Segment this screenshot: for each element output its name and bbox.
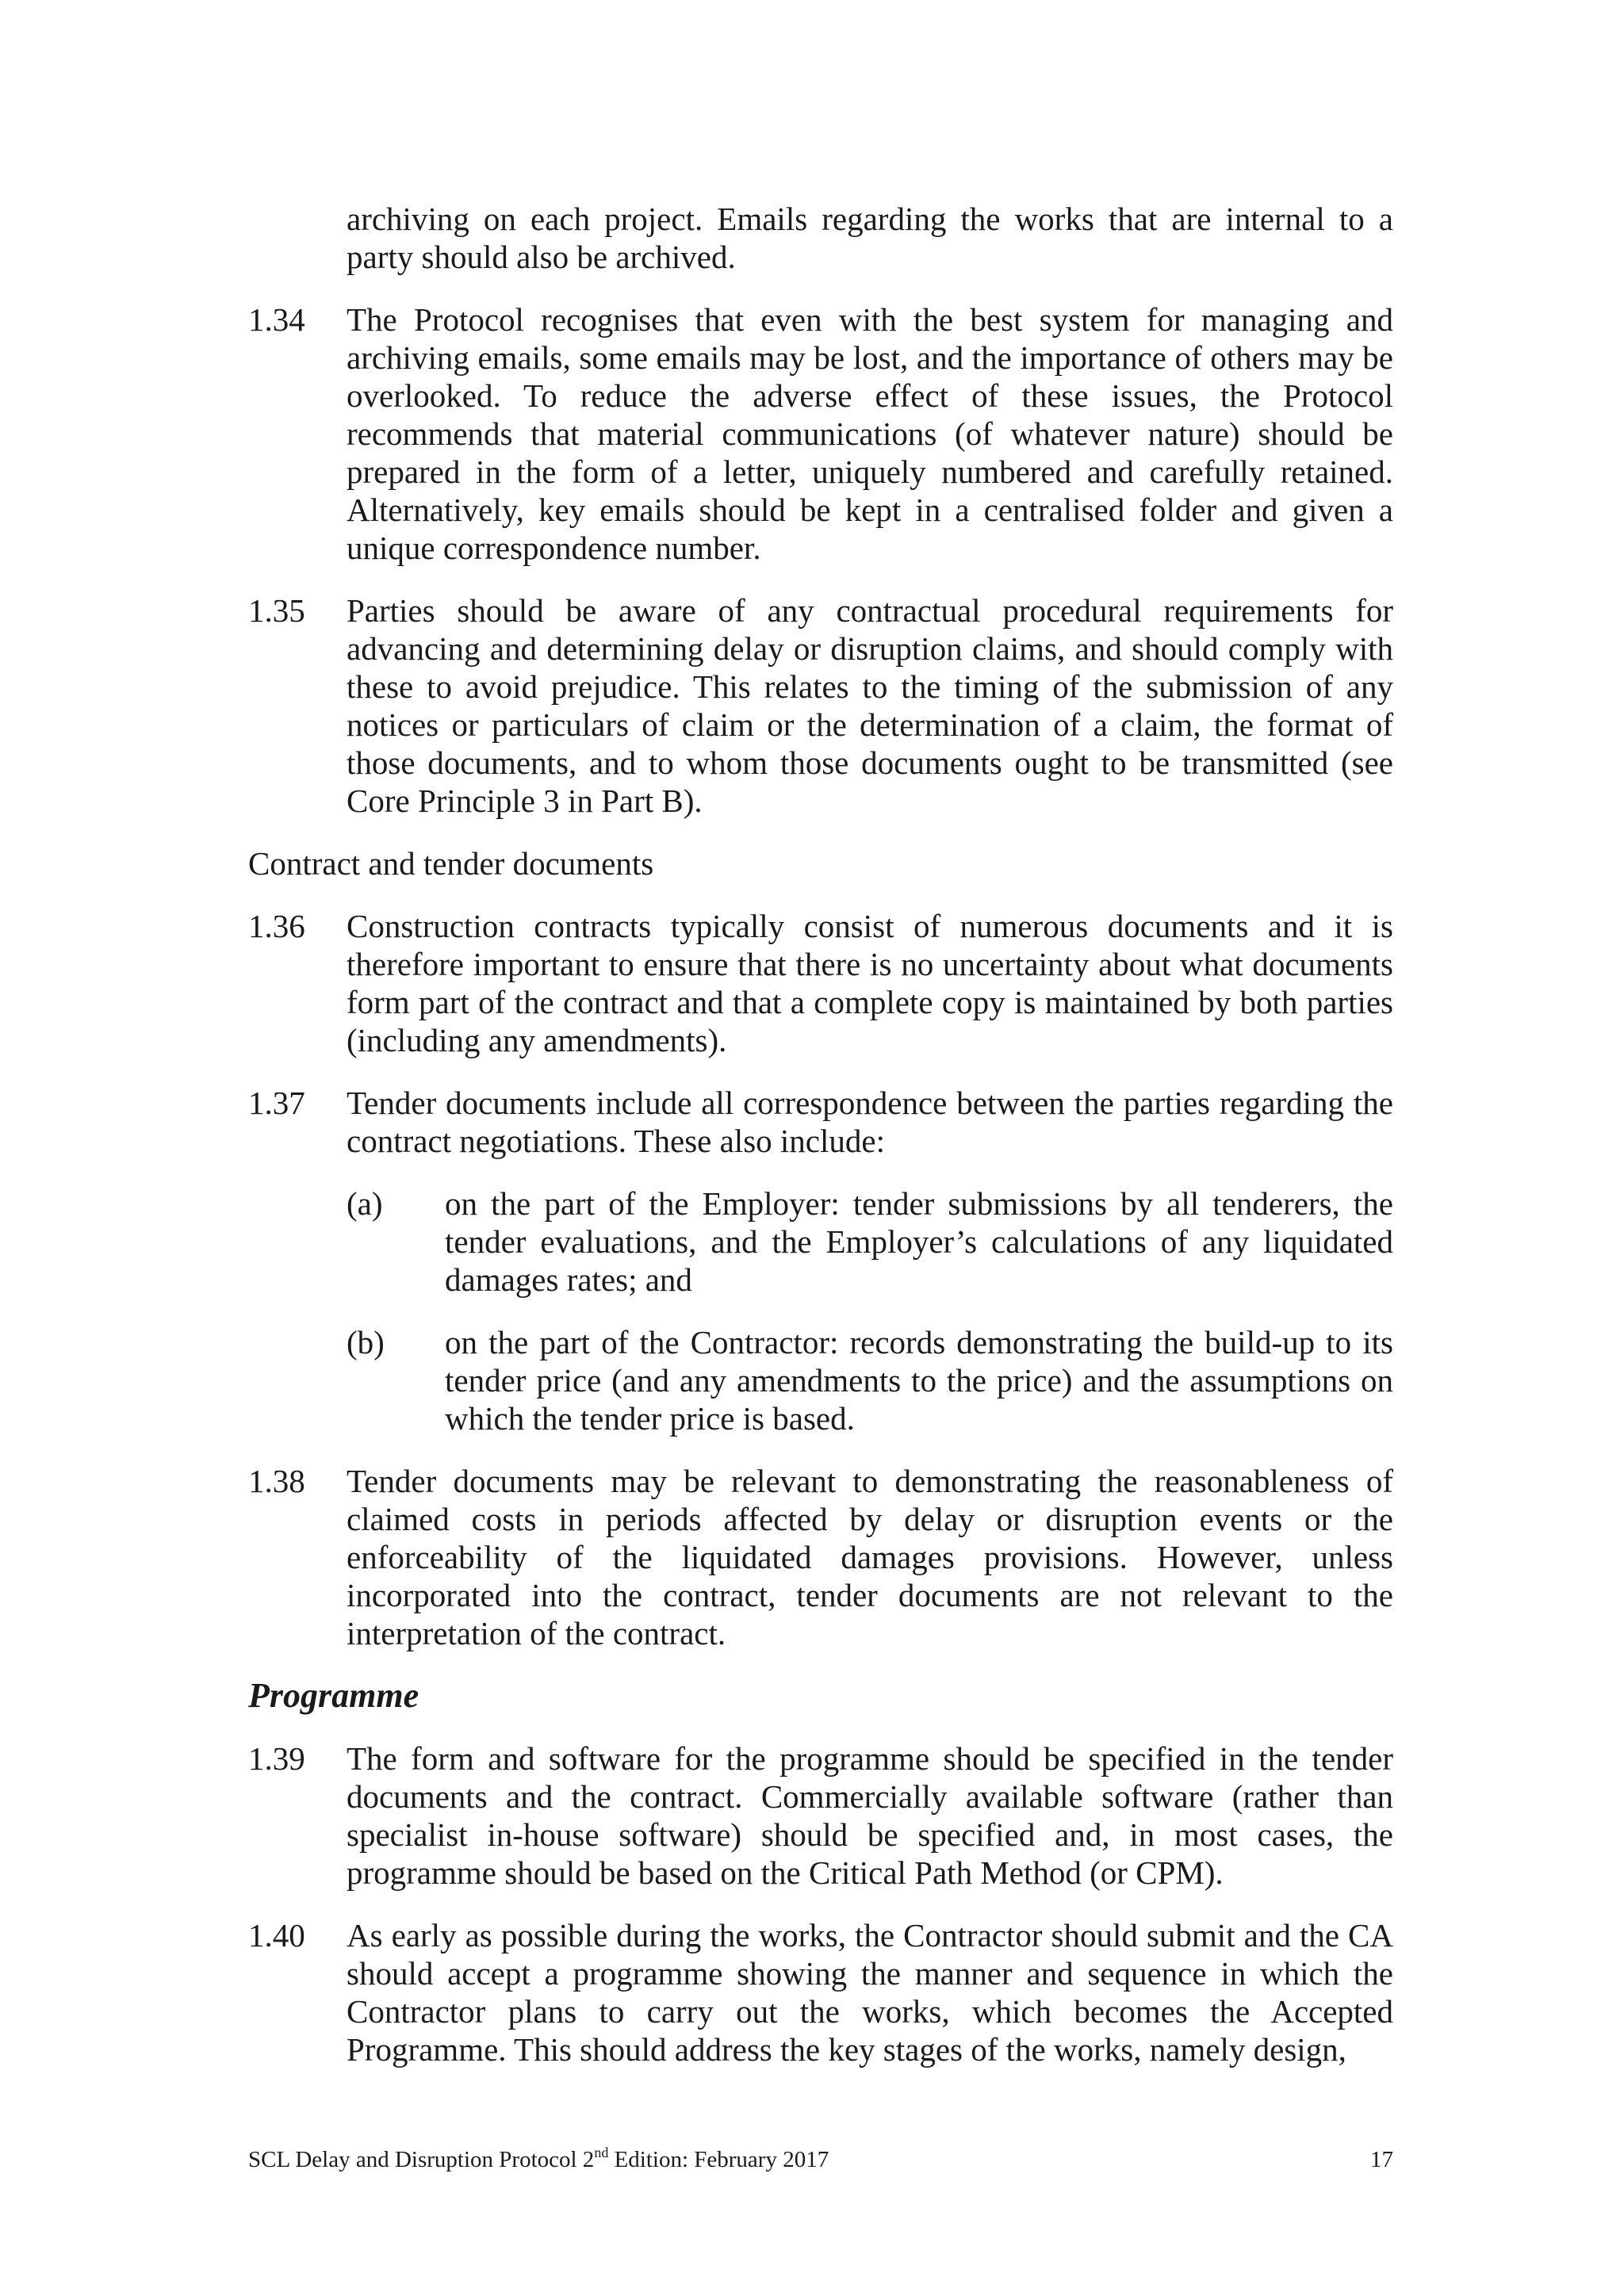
section-heading-contract-tender: Contract and tender documents	[248, 845, 654, 882]
paragraph-text: Tender documents may be relevant to demonstrating the reasonableness of claimed costs in periods affected by delay or disruption events or the enforceability of the liquidated damages provisions. However, unless incorporated into the contract, tender documents are not relevant to the interpretation of the contract.	[347, 1463, 1393, 1651]
section-heading-programme: Programme	[248, 1676, 419, 1715]
list-item-text: on the part of the Contractor: records demonstrating the build-up to its tender price (and any amendments to the price) and the assumptions on which the tender price is based.	[445, 1324, 1393, 1437]
document-body	[248, 200, 1393, 2068]
paragraph-1-37	[248, 1084, 1393, 1160]
paragraph-text: Construction contracts typically consist of numerous documents and it is therefore important to ensure that there is no uncertainty about what documents form part of the contract and that a complete copy is maintained by both parties (including any amendments).	[347, 908, 1393, 1058]
paragraph-text: As early as possible during the works, the Contractor should submit and the CA should accept a programme showing the manner and sequence in which the Contractor plans to carry out the works, which becomes the Accepted Programme. This should address the key stages of the works, namely design,	[347, 1917, 1393, 2068]
footer-title	[248, 2145, 829, 2174]
paragraph-number: 1.34	[248, 301, 305, 338]
page-footer	[248, 2145, 1393, 2174]
paragraph-text: Tender documents include all correspondence between the parties regarding the contract negotiations. These also include:	[347, 1085, 1393, 1159]
page-number: 17	[1370, 2147, 1393, 2172]
paragraph-text: The form and software for the programme should be specified in the tender documents and the contract. Commercially available software (rather than specialist in-house software) should be specified and, in most cases, the programme should be based on the Critical Path Method (or CPM).	[347, 1740, 1393, 1891]
paragraph-1-35	[248, 591, 1393, 820]
list-item-text: on the part of the Employer: tender submissions by all tenderers, the tender evaluations, and the Employer’s calculations of any liquidated damages rates; and	[445, 1185, 1393, 1298]
paragraph-text: The Protocol recognises that even with the best system for managing and archiving emails, some emails may be lost, and the importance of others may be overlooked. To reduce the adverse effect of these issues, the Protocol recommends that material communications (of whatever nature) should be prepared in the form of a letter, uniquely numbered and carefully retained. Alternatively, key emails should be kept in a centralised folder and given a unique correspondence number.	[347, 301, 1393, 566]
list-item-letter: (b)	[347, 1324, 385, 1360]
footer-title-superscript: nd	[594, 2145, 609, 2160]
list-item-b	[347, 1323, 1393, 1437]
paragraph-number: 1.40	[248, 1917, 305, 1954]
paragraph-number: 1.39	[248, 1740, 305, 1777]
paragraph-text: Parties should be aware of any contractual procedural requirements for advancing and determining delay or disruption claims, and should comply with these to avoid prejudice. This relates to the timing of the submission of any notices or particulars of claim or the determination of a claim, the format of those documents, and to whom those documents ought to be transmitted (see Core Principle 3 in Part B).	[347, 592, 1393, 819]
list-item-a	[347, 1184, 1393, 1299]
paragraph-1-38	[248, 1462, 1393, 1652]
list-item-letter: (a)	[347, 1185, 383, 1222]
paragraph-1-39	[248, 1739, 1393, 1892]
footer-title-main: SCL Delay and Disruption Protocol 2	[248, 2147, 595, 2172]
paragraph-number: 1.37	[248, 1085, 305, 1121]
paragraph-1-36	[248, 907, 1393, 1059]
paragraph-number: 1.35	[248, 592, 305, 629]
paragraph-1-40	[248, 1916, 1393, 2068]
paragraph-1-34	[248, 300, 1393, 567]
paragraph-continuation: archiving on each project. Emails regarding the works that are internal to a party should also be archived.	[347, 201, 1393, 275]
paragraph-number: 1.36	[248, 908, 305, 944]
paragraph-number: 1.38	[248, 1463, 305, 1499]
footer-title-edition: Edition: February 2017	[608, 2147, 829, 2172]
